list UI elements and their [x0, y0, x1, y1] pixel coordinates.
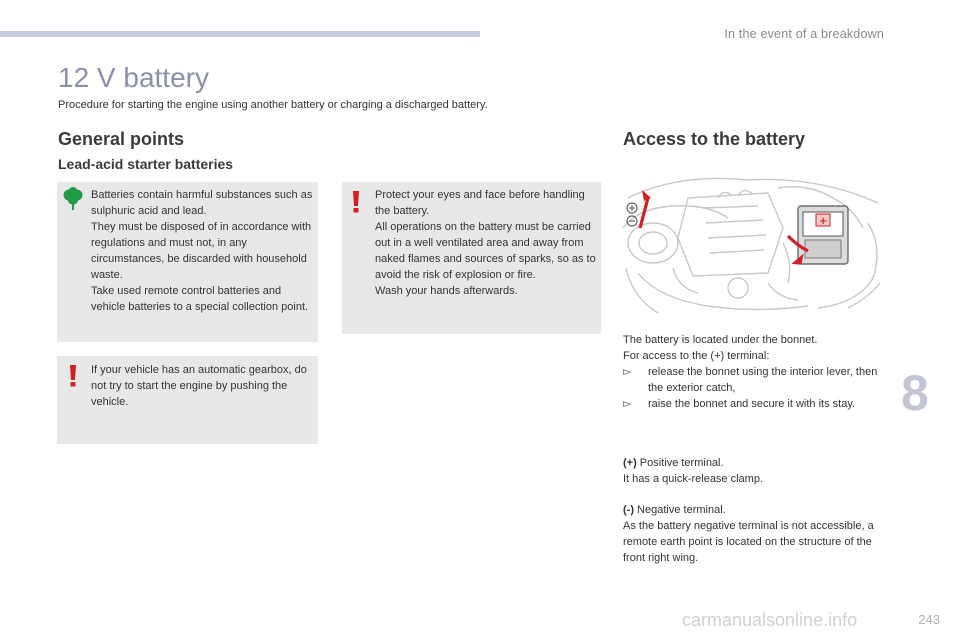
battery-access-text: [623, 332, 893, 412]
page-number: 243: [918, 612, 940, 627]
access-battery-heading: Access to the battery: [623, 129, 806, 149]
leaf-icon: [62, 187, 84, 211]
battery-plus-label: +: [819, 216, 828, 227]
list-item: [623, 364, 893, 396]
bullet-text: release the bonnet using the interior lever, then the exterior catch,: [648, 366, 878, 394]
negative-label: (-): [623, 504, 634, 516]
section-title: In the event of a breakdown: [724, 27, 884, 41]
lead-acid-subheading: Lead-acid starter batteries: [58, 156, 234, 172]
negative-detail: As the battery negative terminal is not accessible, a remote earth point is located on the structure of the front right wing.: [623, 520, 874, 564]
bullet-arrow-icon: ▻: [623, 398, 632, 410]
gearbox-warning-box: [57, 356, 318, 444]
bullet-arrow-icon: ▻: [623, 366, 632, 378]
terminal-access-intro: For access to the (+) terminal:: [623, 350, 770, 362]
warning-icon: [68, 365, 78, 387]
engine-bay-illustration: [618, 168, 888, 320]
environment-note-box: [57, 182, 318, 342]
positive-description: Positive terminal.: [636, 457, 724, 469]
environment-note-text: Batteries contain harmful substances such as sulphuric acid and lead. They must be disposed of in accordance with regulations and must not, in any circumstances, be discarded with household waste. Take used remote control batteries and vehicle batteries to a special collection point.: [91, 189, 313, 313]
positive-terminal-text: [623, 455, 893, 487]
positive-label: (+): [623, 457, 637, 469]
negative-terminal-text: [623, 502, 888, 566]
page-subtitle: Procedure for starting the engine using another battery or charging a discharged battery.: [58, 99, 488, 111]
warning-icon: [351, 191, 361, 213]
general-points-heading: General points: [58, 129, 185, 149]
battery-location-text: The battery is located under the bonnet.: [623, 334, 818, 346]
eye-protection-warning-box: [342, 182, 601, 334]
eye-protection-warning-text: Protect your eyes and face before handling the battery. All operations on the battery must be carried out in a well ventilated area and away from naked flames and sources of sparks, so as to avoid the risk of explosion or fire. Wash your hands afterwards.: [375, 189, 596, 297]
positive-detail: It has a quick-release clamp.: [623, 473, 764, 485]
list-item: [623, 396, 893, 412]
chapter-number: 8: [901, 365, 929, 421]
gearbox-warning-text: If your vehicle has an automatic gearbox, do not try to start the engine by pushing the vehicle.: [91, 364, 307, 408]
header-accent-bar: [0, 31, 480, 37]
bullet-text: raise the bonnet and secure it with its stay.: [648, 398, 856, 410]
negative-description: Negative terminal.: [634, 504, 726, 516]
page-title: 12 V battery: [58, 62, 209, 93]
watermark-text: carmanualsonline.info: [682, 610, 858, 630]
